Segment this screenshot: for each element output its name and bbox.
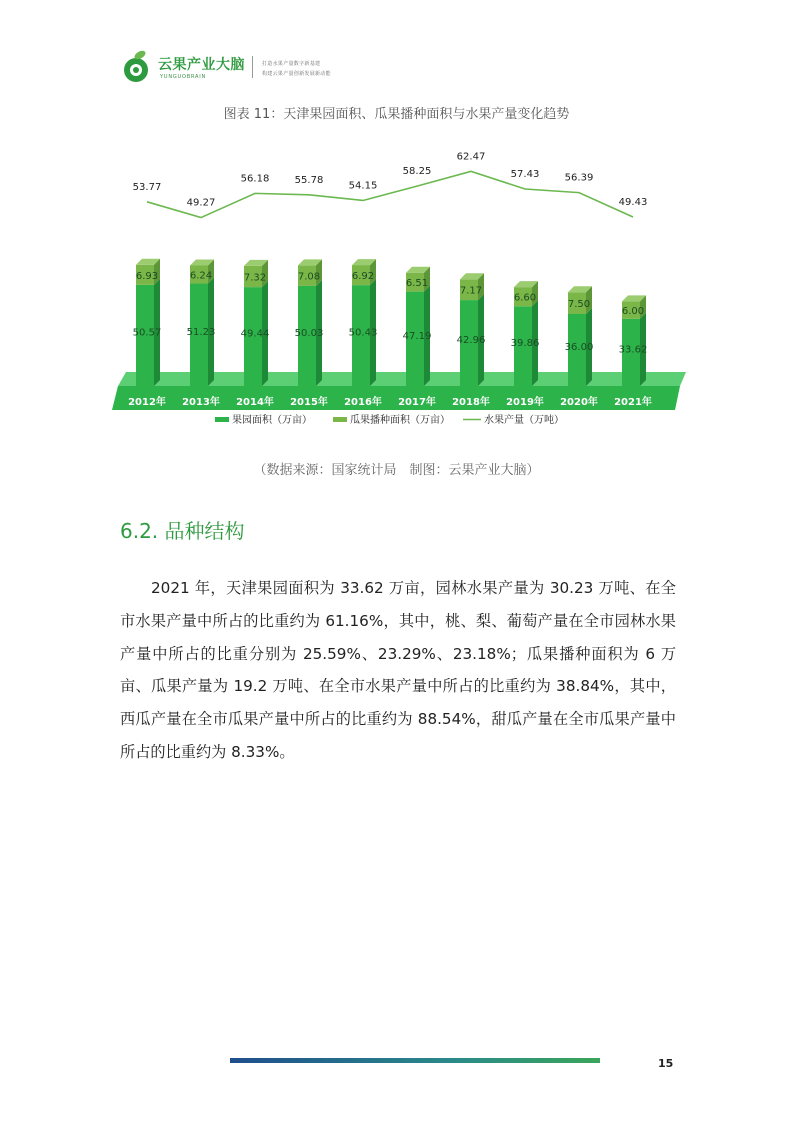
legend-swatch <box>333 417 347 422</box>
x-tick-label: 2019年 <box>506 397 544 408</box>
orchard-value-label: 39.86 <box>510 338 540 350</box>
fruit-value-label: 49.27 <box>186 197 216 209</box>
fruit-value-label: 54.15 <box>348 180 378 192</box>
x-tick-label: 2016年 <box>344 397 382 408</box>
slogan-line-1: 打造水果产量数字新基建 <box>262 61 321 67</box>
x-tick-label: 2014年 <box>236 397 274 408</box>
header-divider <box>252 56 253 78</box>
body-paragraph: 2021 年，天津果园面积为 33.62 万亩，园林水果产量为 30.23 万吨、在全市水果产量中所占的比重约为 61.16%，其中，桃、梨、葡萄产量在全市园林水果产量中所占的比重分别为 25.59%、23.29%、23.18%；瓜果播种面积为 6 万亩、瓜果产量为 19.2 万吨、在全市水果产量中所占的比重约为 38.84%，其中，西瓜产量在全市瓜果产量中所占的比重约为 88.54%，甜瓜产量在全市瓜果产量中所占的比重约为 8.33%。 <box>120 579 676 761</box>
fruit-value-label: 53.77 <box>132 181 162 193</box>
brand-name: 云果产业大脑 <box>158 57 245 73</box>
legend-label: 水果产量（万吨） <box>484 415 564 426</box>
melon-value-label: 6.93 <box>135 270 159 282</box>
x-tick-label: 2021年 <box>614 397 652 408</box>
slogan-line-2: 构建云果产量创新发展新动能 <box>262 71 331 77</box>
fruit-value-label: 57.43 <box>510 168 540 180</box>
orchard-value-label: 42.96 <box>456 335 486 347</box>
fruit-value-label: 56.39 <box>564 172 594 184</box>
orchard-value-label: 50.57 <box>132 327 162 339</box>
orchard-value-label: 50.03 <box>294 327 324 339</box>
x-tick-label: 2015年 <box>290 397 328 408</box>
fruit-value-label: 62.47 <box>456 151 486 163</box>
legend-label: 瓜果播种面积（万亩） <box>350 415 450 426</box>
x-tick-label: 2017年 <box>398 397 436 408</box>
x-tick-label: 2018年 <box>452 397 490 408</box>
melon-value-label: 6.00 <box>621 306 645 318</box>
melon-value-label: 6.92 <box>351 271 375 283</box>
orchard-value-label: 50.43 <box>348 327 378 339</box>
melon-value-label: 7.17 <box>459 285 483 297</box>
orchard-value-label: 47.19 <box>402 330 432 342</box>
chart-source: （数据来源：国家统计局 制图：云果产业大脑） <box>253 463 540 478</box>
fruit-value-label: 58.25 <box>402 166 432 178</box>
orchard-value-label: 33.62 <box>618 344 648 356</box>
orchard-value-label: 36.00 <box>564 342 594 353</box>
melon-value-label: 7.32 <box>243 272 267 284</box>
section-title: 6.2. 品种结构 <box>120 519 245 543</box>
footer-bar <box>230 1058 600 1063</box>
page-number: 15 <box>658 1057 674 1070</box>
melon-value-label: 6.60 <box>513 292 537 304</box>
melon-value-label: 6.51 <box>405 278 429 290</box>
legend-label: 果园面积（万亩） <box>232 415 312 426</box>
fruit-value-label: 56.18 <box>240 173 270 185</box>
melon-value-label: 7.50 <box>567 299 591 311</box>
brand-name-en: YUNGUOBRAIN <box>160 74 207 80</box>
orchard-value-label: 49.44 <box>240 328 270 340</box>
logo-icon <box>120 48 154 84</box>
melon-value-label: 7.08 <box>297 271 321 283</box>
fruit-value-label: 49.43 <box>618 196 648 208</box>
chart-title: 图表 11：天津果园面积、瓜果播种面积与水果产量变化趋势 <box>223 107 570 122</box>
melon-value-label: 6.24 <box>189 270 213 282</box>
legend-swatch <box>215 417 229 422</box>
x-tick-label: 2012年 <box>128 397 166 408</box>
fruit-output-line <box>147 168 633 217</box>
orchard-value-label: 51.23 <box>186 326 216 338</box>
page-header <box>120 48 520 88</box>
trend-chart <box>110 140 690 440</box>
x-tick-label: 2020年 <box>560 397 598 408</box>
fruit-value-label: 55.78 <box>294 174 324 186</box>
x-tick-label: 2013年 <box>182 397 220 408</box>
